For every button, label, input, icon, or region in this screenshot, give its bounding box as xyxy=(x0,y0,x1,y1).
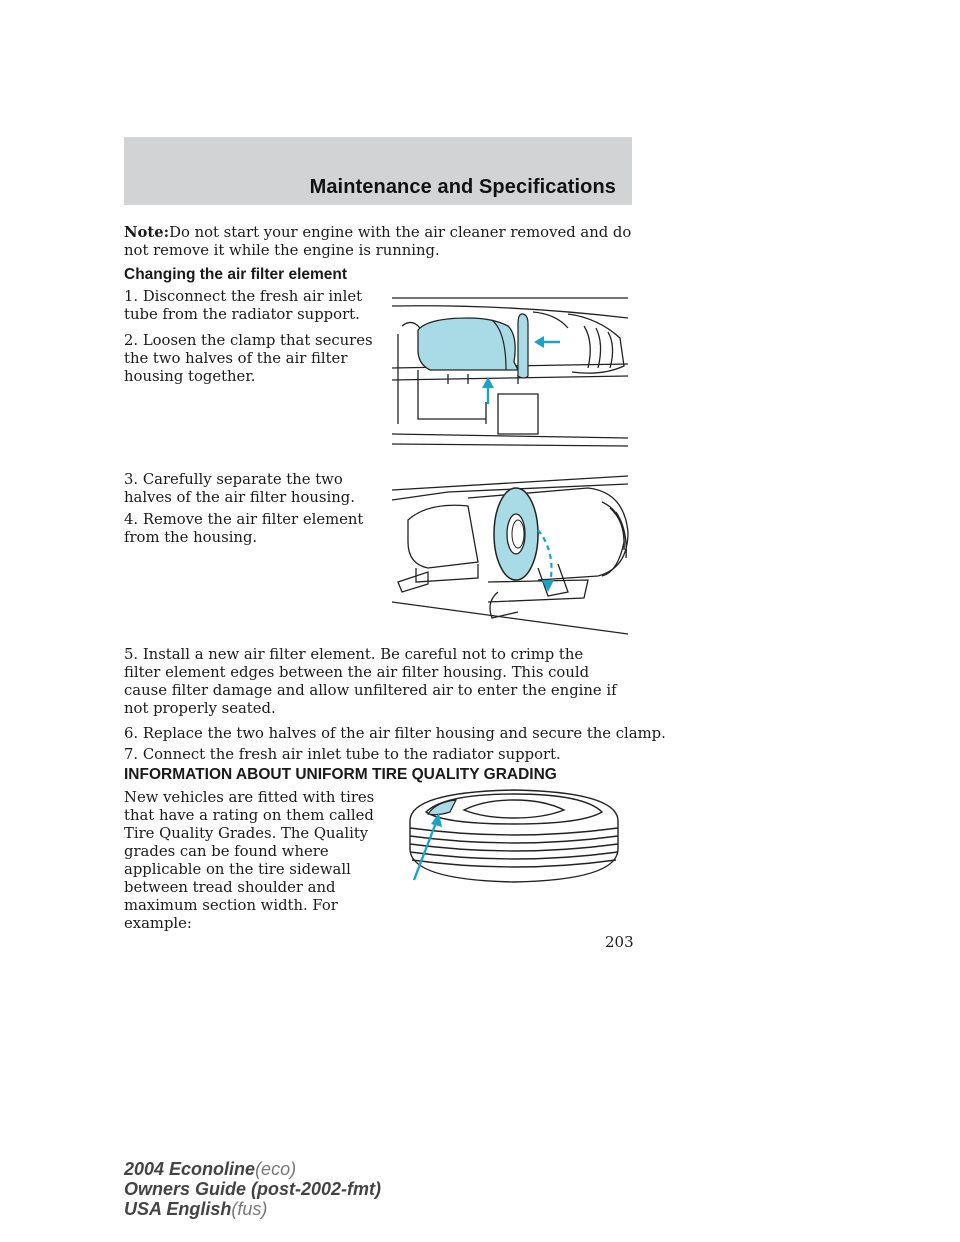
clamp-band xyxy=(518,314,528,378)
section-heading-tire-grading: INFORMATION ABOUT UNIFORM TIRE QUALITY GRADING xyxy=(124,766,557,783)
step-6: 6. Replace the two halves of the air filter housing and secure the clamp. xyxy=(124,725,666,742)
step-4: 4. Remove the air filter element from the housing. xyxy=(124,511,364,546)
section-heading-air-filter: Changing the air filter element xyxy=(124,266,348,283)
step-7: 7. Connect the fresh air inlet tube to the radiator support. xyxy=(124,746,561,763)
footer-line-3: USA English(fus) xyxy=(124,1199,268,1219)
step-3: 3. Carefully separate the two halves of the air filter housing. xyxy=(124,471,355,506)
page-number: 203 xyxy=(605,933,634,951)
step-5: 5. Install a new air filter element. Be careful not to crimp the filter element edges between the air filter housing. This could cause filter damage and allow unfiltered air to enter the engine if not properly seated. xyxy=(124,646,617,717)
header-band xyxy=(124,137,632,205)
air-filter-element-figure xyxy=(388,472,632,636)
note-paragraph xyxy=(124,224,634,260)
footer-line-2: Owners Guide (post-2002-fmt) xyxy=(124,1179,382,1199)
tire-grading-paragraph: New vehicles are fitted with tires that have a rating on them called Tire Quality Grades. The Quality grades can be found where applicable on the tire sidewall between tread shoulder and maximum section width. For example: xyxy=(124,789,375,932)
step-1: 1. Disconnect the fresh air inlet tube from the radiator support. xyxy=(124,288,363,323)
inlet-tube-highlight xyxy=(418,318,518,370)
note-label: Note: xyxy=(124,224,170,241)
note-text: Do not start your engine with the air cleaner removed and do not remove it while the engine is running. xyxy=(124,224,632,259)
tire-sidewall-figure xyxy=(404,780,624,886)
air-inlet-tube-figure xyxy=(388,284,632,450)
footer-line-1: 2004 Econoline(eco) xyxy=(124,1159,297,1179)
footer xyxy=(124,1159,381,1219)
page-header-title: Maintenance and Specifications xyxy=(309,176,616,198)
step-2: 2. Loosen the clamp that secures the two halves of the air filter housing together. xyxy=(124,332,373,385)
